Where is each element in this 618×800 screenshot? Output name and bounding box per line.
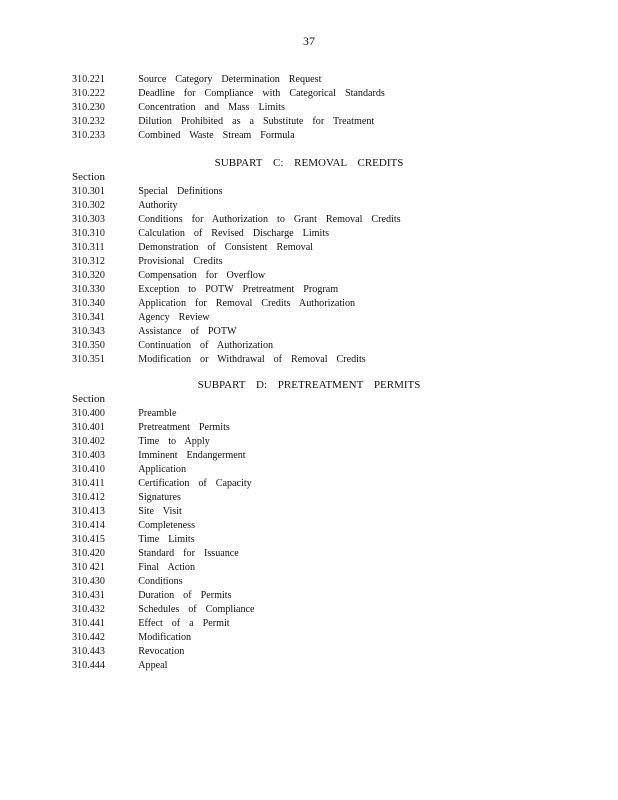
section-number: 310.442 — [72, 631, 105, 643]
section-title: Provisional Credits — [138, 255, 223, 267]
list-item — [72, 100, 514, 114]
list-item — [72, 226, 514, 240]
section-title: Dilution Prohibited as a Substitute for Treatment — [138, 115, 375, 127]
list-item — [72, 546, 514, 560]
list-item — [72, 114, 514, 128]
list-item — [72, 518, 514, 532]
section-title: Signatures — [138, 491, 181, 503]
section-title: Imminent Endangerment — [138, 449, 246, 461]
list-item — [72, 658, 514, 672]
list-item — [72, 268, 514, 282]
list-item — [72, 532, 514, 546]
section-title: Final Action — [138, 561, 196, 573]
list-item — [72, 560, 514, 574]
section-title: Appeal — [138, 659, 168, 671]
section-label: Section — [72, 171, 105, 183]
section-number: 310.443 — [72, 645, 105, 657]
section-number: 310.430 — [72, 575, 105, 587]
list-item — [72, 630, 514, 644]
section-number: 310.441 — [72, 617, 105, 629]
section-number: 310.415 — [72, 533, 105, 545]
list-item — [72, 254, 514, 268]
list-item — [72, 504, 514, 518]
list-item — [72, 86, 514, 100]
list-item — [72, 240, 514, 254]
section-number: 310.330 — [72, 283, 105, 295]
section-title: Combined Waste Stream Formula — [138, 129, 295, 141]
list-item — [72, 588, 514, 602]
section-number: 310.302 — [72, 199, 105, 211]
section-title: Exception to POTW Pretreatment Program — [138, 283, 339, 295]
section-title: Certification of Capacity — [138, 477, 252, 489]
section-title: Special Definitions — [138, 185, 223, 197]
section-title: Calculation of Revised Discharge Limits — [138, 227, 330, 239]
section-title: Source Category Determination Request — [138, 73, 322, 85]
subpart-c-list — [72, 170, 552, 366]
section-number: 310.432 — [72, 603, 105, 615]
section-number: 310.410 — [72, 463, 105, 475]
section-number: 310.413 — [72, 505, 105, 517]
section-number: 310.431 — [72, 589, 105, 601]
list-item — [72, 602, 514, 616]
section-number: 310.350 — [72, 339, 105, 351]
list-item — [72, 490, 514, 504]
section-title: Preamble — [138, 407, 177, 419]
list-item — [72, 616, 514, 630]
section-title: Standard for Issuance — [138, 547, 239, 559]
section-number: 310.310 — [72, 227, 105, 239]
list-item — [72, 184, 514, 198]
section-number: 310.400 — [72, 407, 105, 419]
section-title: Compensation for Overflow — [138, 269, 266, 281]
section-title: Time to Apply — [138, 435, 210, 447]
section-title: Site Visit — [138, 505, 182, 517]
list-item — [72, 128, 514, 142]
section-title: Schedules of Compliance — [138, 603, 255, 615]
section-title: Time Limits — [138, 533, 195, 545]
section-title: Assistance of POTW — [138, 325, 237, 337]
list-item — [72, 72, 514, 86]
list-item — [72, 462, 514, 476]
section-title: Deadline for Compliance with Categorical Standards — [138, 87, 385, 99]
section-number: 310.233 — [72, 129, 105, 141]
section-title: Pretreatment Permits — [138, 421, 230, 433]
section-number: 310.412 — [72, 491, 105, 503]
section-title: Continuation of Authorization — [138, 339, 274, 351]
section-title: Concentration and Mass Limits — [138, 101, 285, 113]
section-title: Application — [138, 463, 187, 475]
list-item — [72, 644, 514, 658]
list-item — [72, 406, 514, 420]
section-title: Revocation — [138, 645, 185, 657]
list-item — [72, 434, 514, 448]
list-item — [72, 198, 514, 212]
section-title: Modification or Withdrawal of Removal Credits — [138, 353, 366, 365]
section-number: 310.351 — [72, 353, 105, 365]
list-item — [72, 310, 514, 324]
section-title: Duration of Permits — [138, 589, 232, 601]
section-title: Authority — [138, 199, 178, 211]
section-number: 310.232 — [72, 115, 105, 127]
section-number: 310.444 — [72, 659, 105, 671]
section-title: Application for Removal Credits Authorization — [138, 297, 356, 309]
section-number: 310.402 — [72, 435, 105, 447]
subpart-d-heading: SUBPART D: PRETREATMENT PERMITS — [197, 379, 421, 391]
section-title: Demonstration of Consistent Removal — [138, 241, 313, 253]
section-number: 310.301 — [72, 185, 105, 197]
list-item — [72, 338, 514, 352]
section-title: Conditions — [138, 575, 183, 587]
list-item — [72, 448, 514, 462]
section-number: 310.230 — [72, 101, 105, 113]
list-item — [72, 212, 514, 226]
list-item — [72, 282, 514, 296]
subpart-c-heading: SUBPART C: REMOVAL CREDITS — [214, 157, 404, 169]
section-number: 310.341 — [72, 311, 105, 323]
list-item — [72, 296, 514, 310]
page-number: 37 — [303, 34, 315, 48]
section-number: 310.222 — [72, 87, 105, 99]
section-number: 310.312 — [72, 255, 105, 267]
section-number: 310.221 — [72, 73, 105, 85]
section-number: 310.340 — [72, 297, 105, 309]
section-number: 310.303 — [72, 213, 105, 225]
section-number: 310.411 — [72, 477, 105, 489]
section-number: 310.320 — [72, 269, 105, 281]
section-number: 310.311 — [72, 241, 105, 253]
section-number: 310.343 — [72, 325, 105, 337]
section-label: Section — [72, 393, 105, 405]
section-number: 310.414 — [72, 519, 105, 531]
section-number: 310 421 — [72, 561, 105, 573]
section-title: Effect of a Permit — [138, 617, 230, 629]
list-item — [72, 352, 514, 366]
section-number: 310.403 — [72, 449, 105, 461]
top-section-list — [72, 72, 552, 142]
list-item — [72, 420, 514, 434]
section-number: 310.420 — [72, 547, 105, 559]
section-number: 310.401 — [72, 421, 105, 433]
section-title: Conditions for Authorization to Grant Removal Credits — [138, 213, 401, 225]
subpart-d-list — [72, 392, 552, 672]
list-item — [72, 324, 514, 338]
section-title: Agency Review — [138, 311, 210, 323]
list-item — [72, 476, 514, 490]
section-title: Modification — [138, 631, 192, 643]
section-title: Completeness — [138, 519, 196, 531]
list-item — [72, 574, 514, 588]
